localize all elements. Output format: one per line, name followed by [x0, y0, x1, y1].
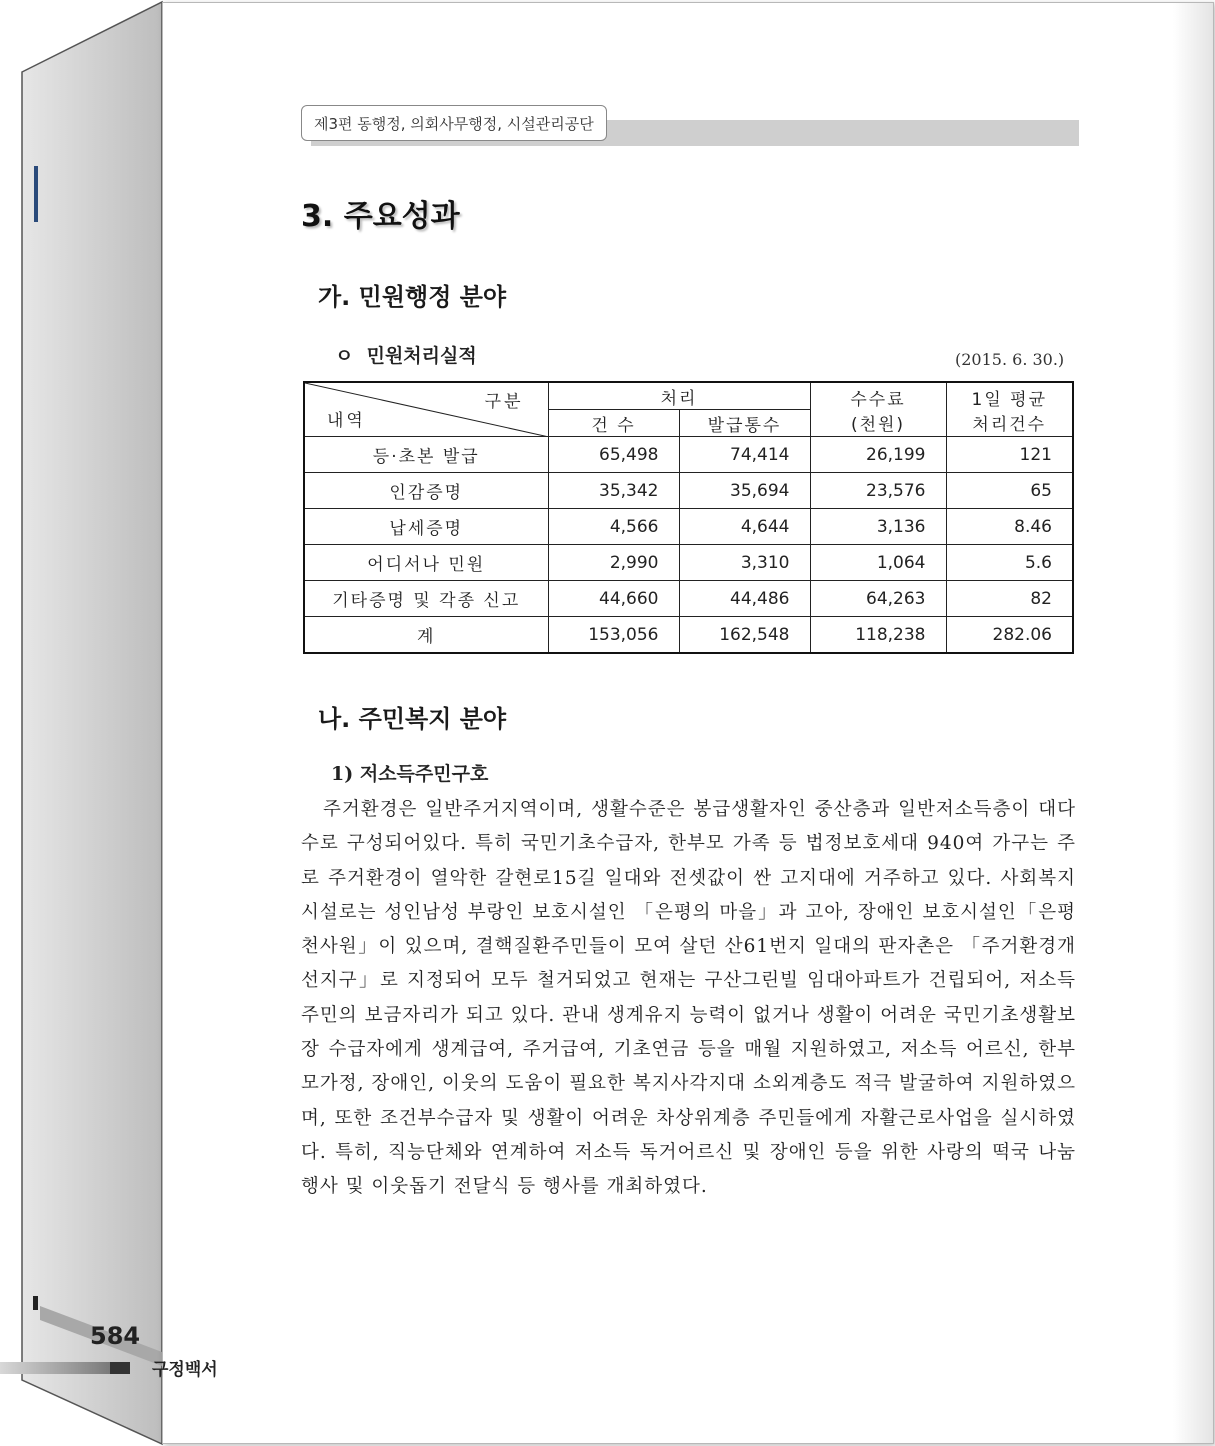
welfare-subtitle: 1) 저소득주민구호: [331, 763, 489, 785]
welfare-paragraph: 주거환경은 일반주거지역이며, 생활수준은 봉급생활자인 중산층과 일반저소득층이 대다수로 구성되어있다. 특히 국민기초수급자, 한부모 가족 등 법정보호세대 940여 가구는 주로 주거환경이 열악한 갈현로15길 일대와 전셋값이 싼 고지대에 거주하고 있다. 사회복지시설로는 성인남성 부랑인 보호시설인 「은평의 마을」과 고아, 장애인 보호시설인「은평 천사원」이 있으며, 결핵질환주민들이 모여 살던 산61번지 일대의 판자촌은 「주거환경개선지구」로 지정되어 모두 철거되었고 현재는 구산그린빌 임대아파트가 건립되어, 저소득주민의 보금자리가 되고 있다. 관내 생계유지 능력이 없거나 생활이 어려운 국민기초생활보장 수급자에게 생계급여, 주거급여, 기초연금 등을 매월 지원하였고, 저소득 어르신, 한부모가정, 장애인, 이웃의 도움이 필요한 복지사각지대 소외계층도 적극 발굴하여 지원하였으며, 또한 조건부수급자 및 생활이 어려운 차상위계층 주민들에게 자활근로사업을 실시하였다. 특히, 직능단체와 연계하여 저소득 독거어르신 및 장애인 등을 위한 사랑의 떡국 나눔행사 및 이웃돕기 전달식 등 행사를 개최하였다.: [301, 799, 1076, 1198]
row-count: 4,566: [548, 509, 679, 545]
header-daily-line2: 처리건수: [972, 414, 1047, 435]
table-row: [304, 545, 1073, 581]
corner-bottom-label: 내역: [327, 411, 366, 431]
section-title: 3. 주요성과: [301, 199, 460, 234]
row-count: 2,990: [548, 545, 679, 581]
table-row: [304, 437, 1073, 473]
footer-block: [110, 1362, 130, 1374]
welfare-body: [301, 793, 1076, 1205]
row-count: 35,342: [548, 473, 679, 509]
row-issued: 3,310: [679, 545, 810, 581]
table-row: [304, 581, 1073, 617]
row-fee: 3,136: [810, 509, 946, 545]
row-fee: 118,238: [810, 617, 946, 654]
table-title-text: 민원처리실적: [366, 345, 477, 367]
row-daily: 65: [946, 473, 1073, 509]
row-daily: 8.46: [946, 509, 1073, 545]
subsection-title-welfare: 나. 주민복지 분야: [318, 705, 507, 733]
footer-bar: [0, 1362, 128, 1374]
table-row: [304, 509, 1073, 545]
row-daily: 5.6: [946, 545, 1073, 581]
chapter-header-tab: 제3편 동행정, 의회사무행정, 시설관리공단: [301, 105, 607, 141]
row-issued: 44,486: [679, 581, 810, 617]
corner-top-label: 구분: [484, 392, 524, 412]
row-fee: 23,576: [810, 473, 946, 509]
row-count: 65,498: [548, 437, 679, 473]
row-fee: 1,064: [810, 545, 946, 581]
row-daily: 282.06: [946, 617, 1073, 654]
row-count: 153,056: [548, 617, 679, 654]
page-fold-shadow: [1173, 3, 1213, 1443]
header-count: 건 수: [548, 410, 679, 437]
row-daily: 121: [946, 437, 1073, 473]
table-row-total: [304, 617, 1073, 654]
footer-book-title: 구정백서: [152, 1360, 218, 1380]
header-fee-line2: (천원): [850, 414, 906, 435]
header-issued: 발급통수: [679, 410, 810, 437]
document-page: [162, 2, 1214, 1444]
header-daily-line1: 1일 평균: [971, 389, 1047, 410]
header-fee: [810, 382, 946, 437]
row-issued: 74,414: [679, 437, 810, 473]
row-daily: 82: [946, 581, 1073, 617]
civil-service-table: [303, 381, 1074, 654]
table-row: [304, 473, 1073, 509]
row-count: 44,660: [548, 581, 679, 617]
bullet-icon: ㅇ: [335, 345, 354, 367]
table-date-note: (2015. 6. 30.): [955, 350, 1065, 369]
header-fee-line1: 수수료: [850, 389, 906, 410]
header-daily: [946, 382, 1073, 437]
subsection-title-civil: 가. 민원행정 분야: [318, 283, 507, 311]
page-number: 584: [90, 1322, 141, 1350]
row-label: 어디서나 민원: [304, 545, 548, 581]
table-title: [335, 341, 477, 368]
table-corner-cell: [304, 382, 548, 437]
row-label: 인감증명: [304, 473, 548, 509]
row-label: 기타증명 및 각종 신고: [304, 581, 548, 617]
row-label: 등·초본 발급: [304, 437, 548, 473]
header-group-processing: 처리: [548, 382, 810, 410]
row-issued: 162,548: [679, 617, 810, 654]
row-fee: 64,263: [810, 581, 946, 617]
row-issued: 4,644: [679, 509, 810, 545]
row-label: 계: [304, 617, 548, 654]
row-issued: 35,694: [679, 473, 810, 509]
row-label: 납세증명: [304, 509, 548, 545]
row-fee: 26,199: [810, 437, 946, 473]
